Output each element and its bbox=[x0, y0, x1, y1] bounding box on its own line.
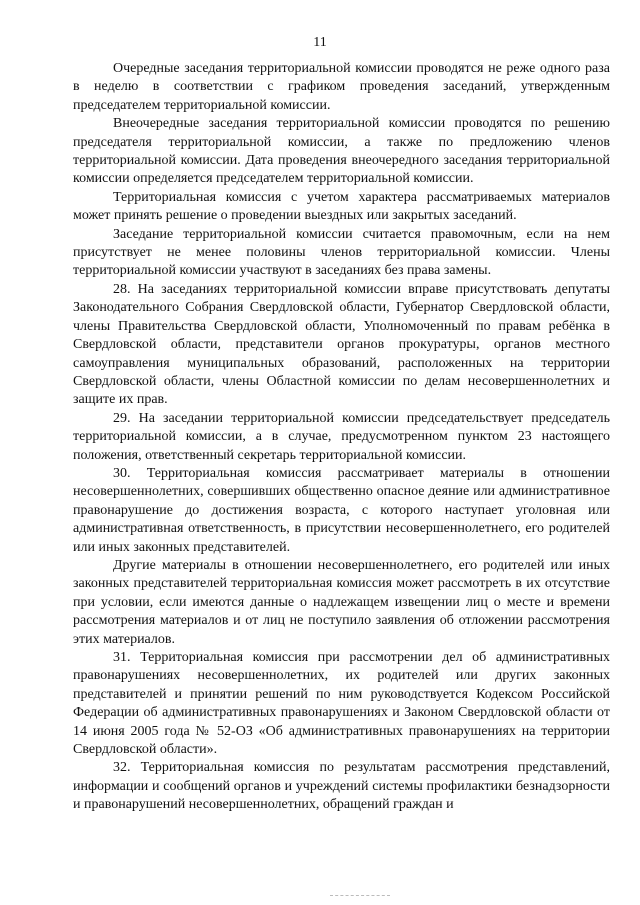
paragraph-clause-29: 29. На заседании территориальной комиссии председательствует председатель территориальной комиссии, а в случае, предусмотренном пунктом 23 настоящего положения, ответственный секретарь территориальной комиссии. bbox=[73, 410, 610, 463]
paragraph-clause-28: 28. На заседаниях территориальной комиссии вправе присутствовать депутаты Законодательного Собрания Свердловской области, Губернатор Свердловской области, члены Правительства Свердловской области, Уполномоченный по правам ребёнка в Свердловской области, представители органов прокуратуры, органов местного самоуправления муниципальных образований, расположенных на территории Свердловской области, члены Областной комиссии по делам несовершеннолетних и защите их прав. bbox=[73, 281, 610, 408]
paragraph-clause-30: 30. Территориальная комиссия рассматривает материалы в отношении несовершеннолетних, совершивших общественно опасное деяние или административное правонарушение до достижения возраста, с которого наступает уголовная или административная ответственность, в присутствии несовершеннолетнего, его родителей или иных законных представителей. bbox=[73, 465, 610, 555]
page-number: 11 bbox=[313, 35, 327, 50]
paragraph-quorum: Заседание территориальной комиссии считается правомочным, если на нем присутствует не менее половины членов территориальной комиссии. Члены территориальной комиссии участвуют в заседаниях без права замены. bbox=[73, 226, 610, 279]
document-body bbox=[73, 60, 610, 815]
paragraph-extraordinary-meetings: Внеочередные заседания территориальной комиссии проводятся по решению председателя территориальной комиссии, а также по предложению членов территориальной комиссии. Дата проведения внеочередного заседания территориальной комиссии определяется председателем территориальной комиссии. bbox=[73, 116, 610, 187]
paragraph-clause-31: 31. Территориальная комиссия при рассмотрении дел об административных правонарушениях несовершеннолетних, их родителей или других законных представителей и принятии решений по ним руководствуется Кодексом Российской Федерации об административных правонарушениях и Законом Свердловской области от 14 июня 2005 года № 52-ОЗ «Об административных правонарушениях на территории Свердловской области». bbox=[73, 650, 610, 758]
paragraph-clause-30-other-materials: Другие материалы в отношении несовершеннолетнего, его родителей или иных законных представителей территориальная комиссия может рассмотреть в их отсутствие при условии, если имеются данные о надлежащем извещении лиц о месте и времени рассмотрения материалов и от лиц не поступило заявления об отложении рассмотрения этих материалов. bbox=[73, 557, 610, 647]
paragraph-clause-32: 32. Территориальная комиссия по результатам рассмотрения представлений, информации и сообщений органов и учреждений системы профилактики безнадзорности и правонарушений несовершеннолетних, обращений граждан и bbox=[73, 760, 610, 813]
paragraph-regular-meetings: Очередные заседания территориальной комиссии проводятся не реже одного раза в неделю в соответствии с графиком проведения заседаний, утвержденным председателем территориальной комиссии. bbox=[73, 61, 610, 113]
scan-edge-line bbox=[330, 895, 390, 897]
paragraph-field-closed-meetings: Территориальная комиссия с учетом характера рассматриваемых материалов может принять решение о проведении выездных или закрытых заседаний. bbox=[73, 189, 610, 224]
